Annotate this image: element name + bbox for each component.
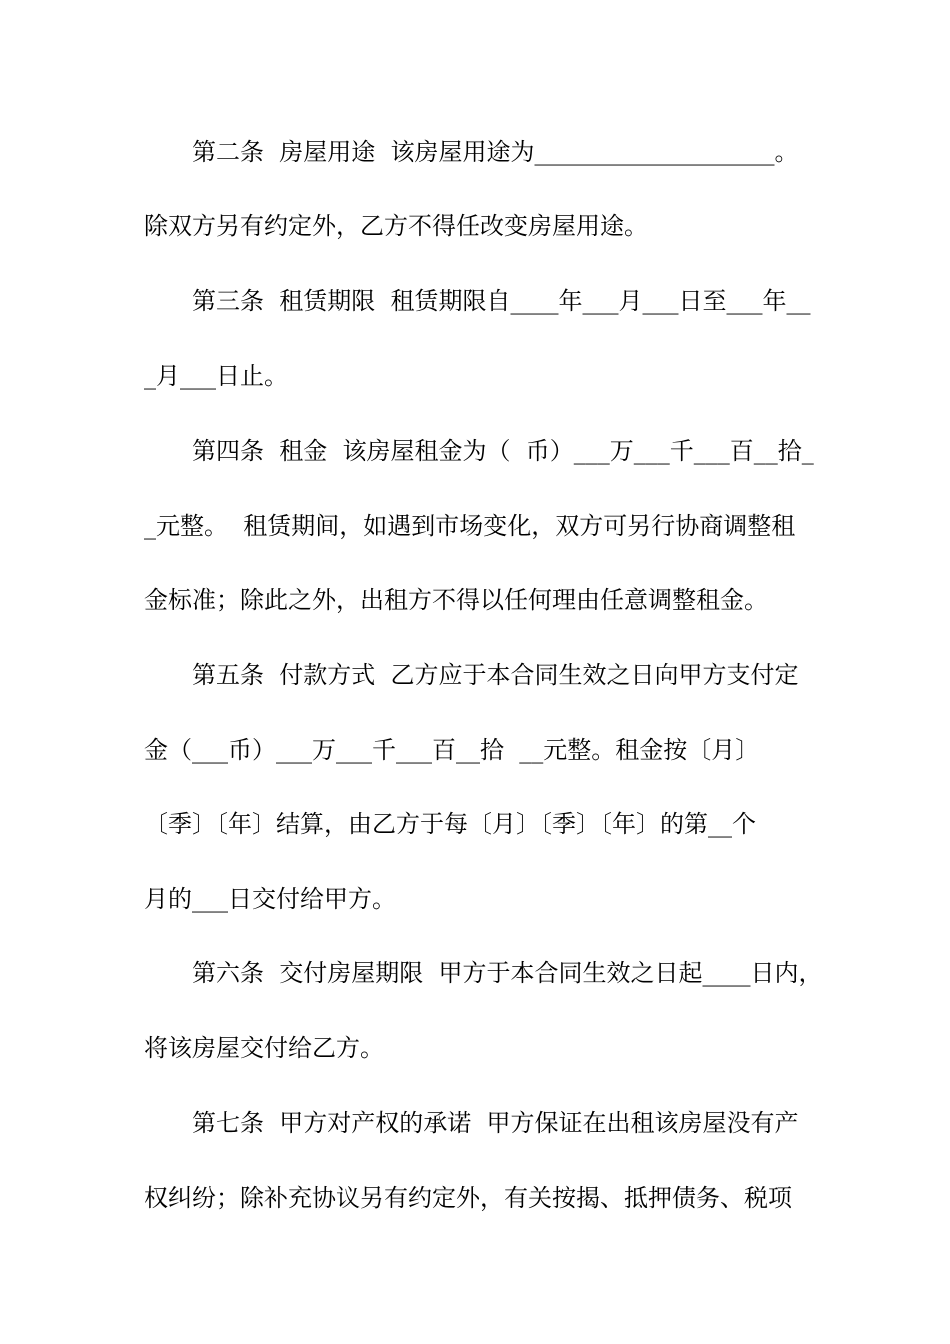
article-7-line-2: 权纠纷；除补充协议另有约定外，有关按揭、抵押债务、税项 bbox=[144, 1184, 792, 1212]
article-5-line-2: 金（___币）___万___千___百__拾 __元整。租金按〔月〕 bbox=[144, 736, 760, 764]
article-2-line-2: 除双方另有约定外，乙方不得任改变房屋用途。 bbox=[144, 212, 648, 240]
article-4-line-1: 第四条 租金 该房屋租金为（ 币）___万___千___百__拾_ bbox=[192, 437, 814, 465]
article-4-line-3: 金标准；除此之外，出租方不得以任何理由任意调整租金。 bbox=[144, 586, 768, 614]
article-4-line-2: _元整。 租赁期间，如遇到市场变化，双方可另行协商调整租 bbox=[144, 512, 796, 540]
article-5-line-3: 〔季〕〔年〕结算，由乙方于每〔月〕〔季〕〔年〕的第__个 bbox=[144, 810, 756, 838]
article-6-line-1: 第六条 交付房屋期限 甲方于本合同生效之日起____日内， bbox=[192, 959, 823, 987]
article-5-line-1: 第五条 付款方式 乙方应于本合同生效之日向甲方支付定 bbox=[192, 661, 799, 689]
article-7-line-1: 第七条 甲方对产权的承诺 甲方保证在出租该房屋没有产 bbox=[192, 1109, 799, 1137]
article-6-line-2: 将该房屋交付给乙方。 bbox=[144, 1034, 384, 1062]
article-2-line-1: 第二条 房屋用途 该房屋用途为____________________。 bbox=[192, 138, 799, 166]
article-3-line-1: 第三条 租赁期限 租赁期限自____年___月___日至___年__ bbox=[192, 287, 811, 315]
article-5-line-4: 月的___日交付给甲方。 bbox=[144, 885, 396, 913]
article-3-line-2: _月___日止。 bbox=[144, 362, 288, 390]
